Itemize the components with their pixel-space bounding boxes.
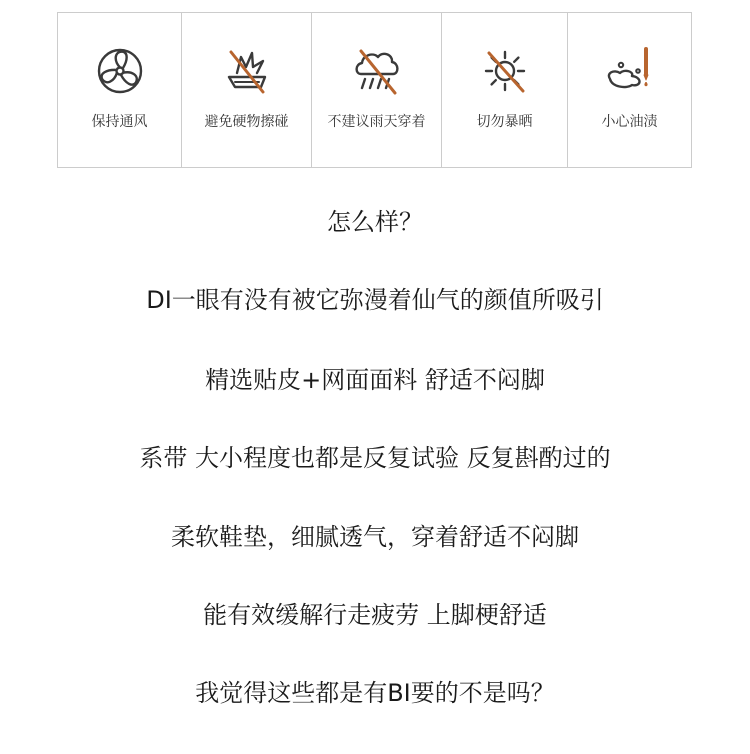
care-item-avoid-hard-objects <box>182 13 312 167</box>
description-line: DI一眼有没有被它弥漫着仙气的颜值所吸引 <box>146 286 604 314</box>
description-line: 精选贴皮+网面面料 舒适不闷脚 <box>205 366 545 394</box>
fan-icon <box>92 43 148 99</box>
no-rain-icon <box>349 43 405 99</box>
description-line: 能有效缓解行走疲劳 上脚梗舒适 <box>203 601 547 629</box>
care-item-no-rain <box>312 13 442 167</box>
care-label: 不建议雨天穿着 <box>327 114 426 130</box>
care-instructions-panel <box>57 12 692 168</box>
care-label: 切勿暴晒 <box>476 114 533 130</box>
care-label: 保持通风 <box>91 114 148 130</box>
care-item-no-sun <box>442 13 568 167</box>
no-sun-icon <box>477 43 533 99</box>
description-line: 柔软鞋垫，细腻透气，穿着舒适不闷脚 <box>171 523 579 551</box>
oil-stain-icon <box>602 43 658 99</box>
description-line: 我觉得这些都是有BI要的不是吗？ <box>195 679 555 707</box>
care-label: 避免硬物擦碰 <box>204 114 289 130</box>
care-item-oil-stain <box>568 13 691 167</box>
description-heading: 怎么样？ <box>327 208 423 236</box>
description-line: 系带 大小程度也都是反复试验 反复斟酌过的 <box>139 444 611 472</box>
no-hard-object-icon <box>219 43 275 99</box>
care-item-ventilate <box>58 13 182 167</box>
care-label: 小心油渍 <box>601 114 658 130</box>
